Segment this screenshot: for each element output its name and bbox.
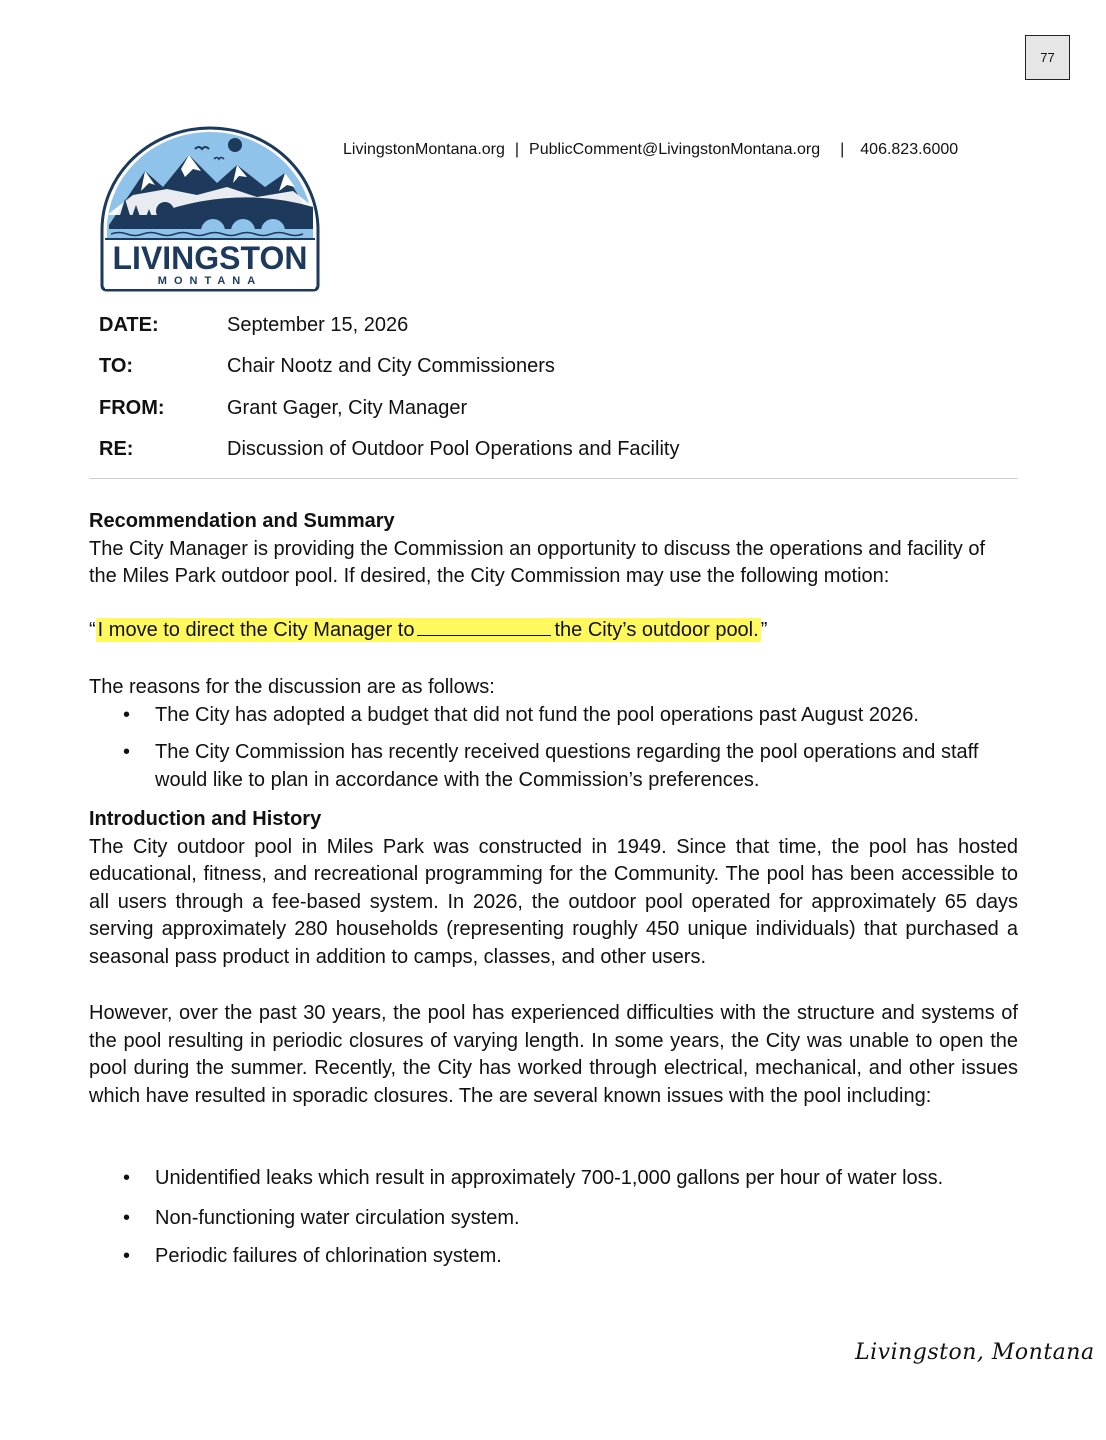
introduction-heading: Introduction and History bbox=[89, 808, 322, 830]
motion-open-quote: “ bbox=[89, 619, 96, 641]
reasons-section bbox=[89, 674, 1018, 794]
list-item bbox=[89, 1205, 1018, 1233]
list-item bbox=[89, 702, 1018, 730]
separator: | bbox=[514, 141, 520, 158]
recommendation-body: The City Manager is providing the Commission an opportunity to discuss the operations and facility of the Miles Park outdoor pool. If desired, the City Commission may use the following motion: bbox=[89, 537, 986, 587]
date-value: September 15, 2026 bbox=[227, 314, 409, 336]
re-value: Discussion of Outdoor Pool Operations and Facility bbox=[227, 438, 680, 460]
phone-number: 406.823.6000 bbox=[860, 141, 959, 158]
motion-end: the City’s outdoor pool. bbox=[554, 619, 759, 641]
list-item-text: Periodic failures of chlorination system. bbox=[155, 1245, 502, 1267]
to-value: Chair Nootz and City Commissioners bbox=[227, 355, 555, 377]
contact-line bbox=[343, 141, 958, 159]
footer-signature: Livingston, Montana bbox=[855, 1340, 1095, 1365]
motion-close-quote: ” bbox=[760, 619, 768, 641]
list-item-text: Non-functioning water circulation system. bbox=[155, 1206, 520, 1229]
separator: | bbox=[840, 141, 845, 158]
email-link[interactable]: PublicComment@LivingstonMontana.org bbox=[529, 141, 821, 158]
to-label: TO: bbox=[99, 355, 134, 377]
recommendation-heading: Recommendation and Summary bbox=[89, 510, 395, 532]
recommendation-section bbox=[89, 508, 1018, 591]
website-link[interactable]: LivingstonMontana.org bbox=[343, 141, 505, 158]
motion-text bbox=[89, 617, 767, 644]
list-item-text: The City Commission has recently received questions regarding the pool operations and staff would like to plan in accordance with the Commission’s preferences. bbox=[155, 741, 979, 791]
from-label: FROM: bbox=[99, 397, 165, 419]
page-number: 77 bbox=[1025, 35, 1070, 80]
bullet: • bbox=[123, 1167, 131, 1189]
bullet: • bbox=[123, 703, 131, 726]
bullet: • bbox=[123, 1206, 131, 1229]
bullet: • bbox=[123, 1245, 131, 1267]
list-item-text: The City has adopted a budget that did not fund the pool operations past August 2026. bbox=[155, 703, 919, 726]
introduction-section bbox=[89, 806, 1018, 971]
logo-city-name: LIVINGSTON bbox=[112, 240, 308, 276]
bullet: • bbox=[123, 741, 131, 763]
list-item bbox=[89, 1243, 1018, 1271]
logo-state-name: MONTANA bbox=[157, 275, 263, 287]
introduction-paragraph-2: However, over the past 30 years, the pool has experienced difficulties with the structure and systems of the pool resulting in periodic closures of varying length. In some years, the City was unable to open the pool during the summer. Recently, the City has worked through electrical, mechanical, and other issues which have resulted in sporadic closures. The are several known issues with the pool including: bbox=[89, 1002, 1018, 1107]
date-label: DATE: bbox=[99, 314, 159, 336]
city-logo bbox=[97, 125, 323, 293]
reasons-intro: The reasons for the discussion are as follows: bbox=[89, 676, 495, 698]
logo-emblem bbox=[97, 125, 323, 293]
introduction-paragraph-1: The City outdoor pool in Miles Park was constructed in 1949. Since that time, the pool has hosted educational, fitness, and recreational programming for the Community. The pool has been accessible to all users through a fee-based system. In 2026, the outdoor pool operated for approximately 65 days serving approximately 280 households (representing roughly 450 unique individuals) that purchased a seasonal pass product in addition to camps, classes, and other users. bbox=[89, 835, 1018, 968]
header-divider bbox=[89, 478, 1018, 479]
from-value: Grant Gager, City Manager bbox=[227, 397, 468, 419]
re-label: RE: bbox=[99, 438, 134, 460]
list-item bbox=[89, 739, 1018, 794]
issues-list bbox=[89, 1165, 1018, 1271]
list-item-text: Unidentified leaks which result in approximately 700-1,000 gallons per hour of water loss. bbox=[155, 1167, 944, 1189]
motion-start: I move to direct the City Manager to bbox=[97, 619, 415, 641]
motion-highlight bbox=[96, 618, 761, 642]
list-item bbox=[89, 1165, 1018, 1193]
motion-blank-line bbox=[417, 617, 551, 636]
